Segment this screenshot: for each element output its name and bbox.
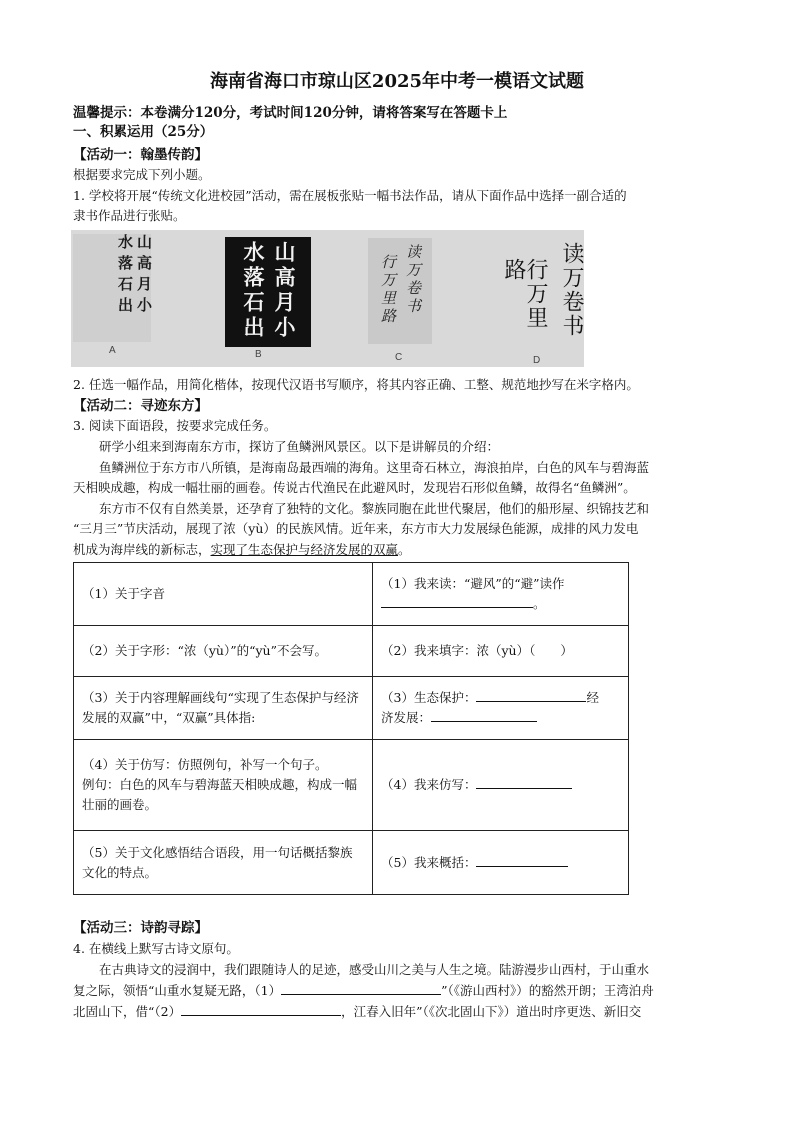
table-row: [74, 677, 629, 740]
poetry-line1: 在古典诗文的浸润中，我们跟随诗人的足迹，感受山川之美与人生之境。陆游漫步山西村，于山重水: [99, 962, 650, 977]
answer-blank-4[interactable]: [476, 775, 572, 789]
section-heading: 一、积累运用（25分）: [73, 124, 214, 140]
poetry-line2: 复之际，领悟“山重水复疑无路，（1） ”（《游山西村》）的豁然开朗；王湾泊舟: [73, 983, 654, 998]
activity3-heading: 【活动三：诗韵寻踪】: [73, 920, 208, 936]
answer-blank-5[interactable]: [476, 853, 568, 867]
work-a-label: A: [109, 345, 116, 356]
table-row: [74, 626, 629, 677]
answer-blank-economy[interactable]: [431, 708, 537, 722]
question-2: 2. 任选一幅作品，用简化楷体，按现代汉语书写顺序，将其内容正确、工整、规范地抄写在米字格内。: [73, 377, 639, 392]
work-c-column-2: 行万里路: [379, 254, 397, 326]
passage-p3-line1: 东方市不仅有自然美景，还孕育了独特的文化。黎族同胞在此世代聚居，他们的船形屋、织锦技艺和: [99, 501, 650, 516]
work-d-column-1: 读万卷书: [559, 242, 584, 338]
task-3-prompt: （3）关于内容理解画线句“实现了生态保护与经济发展的双赢”中，“双赢”具体指:: [74, 677, 373, 740]
task-5-prompt: （5）关于文化感悟结合语段，用一句话概括黎族文化的特点。: [74, 831, 373, 895]
calligraphy-work-c: [368, 238, 432, 344]
work-d-label: D: [533, 355, 541, 366]
underlined-sentence: 实现了生态保护与经济发展的双赢: [210, 542, 399, 557]
poetry-blank-2[interactable]: [181, 1002, 341, 1016]
answer-blank-ecology[interactable]: [476, 688, 586, 702]
work-a-column-2: 水落石出: [116, 234, 134, 318]
exam-tip: 温馨提示：本卷满分120分，考试时间120分钟，请将答案写在答题卡上: [73, 105, 508, 121]
table-row: [74, 831, 629, 895]
question-1-line1: 1. 学校将开展“传统文化进校园”活动，需在展板张贴一幅书法作品，请从下面作品中选择一副合适的: [73, 188, 627, 203]
calligraphy-work-a: [73, 234, 151, 342]
task-5-answer: （5）我来概括：: [373, 831, 629, 895]
activity1-intro: 根据要求完成下列小题。: [73, 167, 211, 182]
passage-p2-line2: 天相映成趣，构成一幅壮丽的画卷。传说古代渔民在此避风时，发现岩石形似鱼鳞，故得名“鱼鳞洲”。: [73, 480, 636, 495]
task-1-prompt: （1）关于字音: [74, 563, 373, 626]
table-row: [74, 740, 629, 831]
poetry-blank-1[interactable]: [281, 981, 441, 995]
calligraphy-works: [71, 230, 584, 367]
work-d-column-2: 行万里路: [501, 258, 548, 330]
task-2-answer: （2）我来填字：浓（yù）（ ）: [373, 626, 629, 677]
task-3-answer: （3）生态保护： 经 济发展：: [373, 677, 629, 740]
task-4-answer: （4）我来仿写：: [373, 740, 629, 831]
work-b-column-1: 山高月小: [272, 241, 296, 341]
task-4-prompt: （4）关于仿写：仿照例句，补写一个句子。 例句：白色的风车与碧海蓝天相映成趣，构成一幅壮丽的画卷。: [74, 740, 373, 831]
work-b-column-2: 水落石出: [241, 241, 265, 341]
question-3: 3. 阅读下面语段，按要求完成任务。: [73, 418, 277, 433]
activity2-heading: 【活动二：寻迹东方】: [73, 398, 208, 414]
task-table: [73, 562, 629, 895]
calligraphy-work-b: [225, 237, 311, 347]
activity1-heading: 【活动一：翰墨传韵】: [73, 147, 208, 163]
table-row: [74, 563, 629, 626]
work-c-column-1: 读万卷书: [404, 244, 422, 316]
answer-blank-1[interactable]: [381, 594, 533, 608]
passage-p1: 研学小组来到海南东方市，探访了鱼鳞洲风景区。以下是讲解员的介绍：: [99, 439, 500, 454]
passage-p3-line3: 机成为海岸线的新标志，实现了生态保护与经济发展的双赢。: [73, 542, 411, 557]
work-c-label: C: [395, 352, 403, 363]
task-1-answer: （1）我来读：“避风”的“避”读作 。: [373, 563, 629, 626]
work-a-column-1: 山高月小: [135, 234, 153, 318]
calligraphy-work-d: [501, 242, 583, 352]
passage-p3-line2: “三月三”节庆活动，展现了浓（yù）的民族风情。近年来，东方市大力发展绿色能源，成排的风力发电: [73, 521, 639, 536]
work-b-label: B: [255, 349, 262, 360]
poetry-line3: 北固山下，借“（2） ，江春入旧年”（《次北固山下》）道出时序更迭、新旧交: [73, 1004, 642, 1019]
page-title: 海南省海口市琼山区2025年中考一模语文试题: [209, 71, 585, 92]
passage-p2-line1: 鱼鳞洲位于东方市八所镇，是海南岛最西端的海角。这里奇石林立，海浪拍岸，白色的风车与碧海蓝: [99, 460, 650, 475]
question-1-line2: 隶书作品进行张贴。: [73, 208, 186, 223]
task-2-prompt: （2）关于字形：“浓（yù）”的“yù”不会写。: [74, 626, 373, 677]
question-4: 4. 在横线上默写古诗文原句。: [73, 941, 239, 956]
